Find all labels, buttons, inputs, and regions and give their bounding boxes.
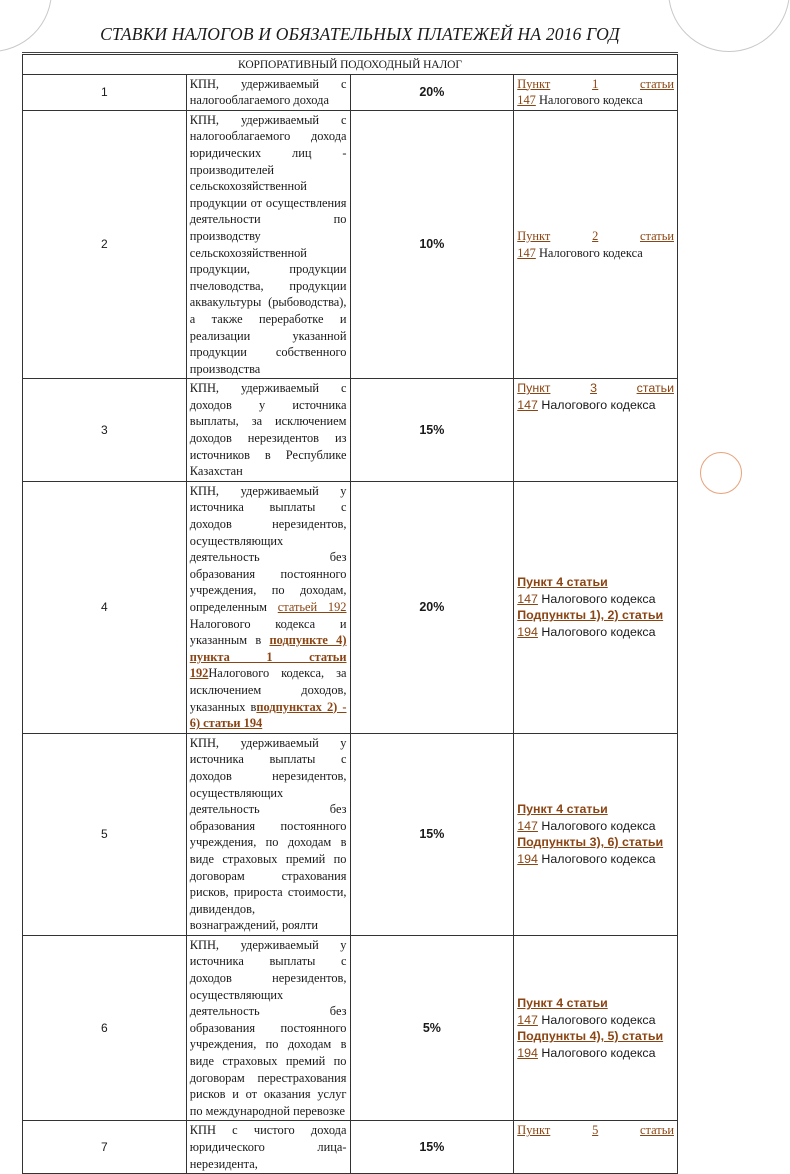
row-rate: 15% [350, 733, 514, 935]
row-reference [514, 74, 678, 110]
description-link[interactable]: подпункте 4) пункта 1 статьи 192 [189, 633, 347, 681]
reference-link[interactable]: 147 [517, 1012, 538, 1027]
section-header: КОРПОРАТИВНЫЙ ПОДОХОДНЫЙ НАЛОГ [23, 55, 678, 75]
reference-text: Налогового кодекса [537, 1012, 656, 1027]
table-row [23, 110, 678, 379]
reference-text: Налогового кодекса [537, 624, 656, 639]
reference-link[interactable]: Пункт 4 статьи [517, 995, 608, 1010]
reference-link[interactable]: 5 [592, 1123, 599, 1138]
reference-link[interactable]: 194 [517, 624, 538, 639]
reference-link[interactable]: Подпункты 4), 5) статьи [517, 1029, 664, 1044]
table-row [23, 1121, 678, 1174]
reference-link[interactable]: 147 [517, 93, 536, 108]
reference-text: Налогового кодекса [537, 591, 656, 606]
row-description: КПН с чистого дохода юридического лица-нерезидента, [186, 1121, 350, 1174]
reference-link[interactable]: Пункт [517, 1123, 551, 1138]
row-reference [514, 110, 678, 379]
reference-text: Налогового кодекса [541, 397, 656, 412]
row-rate: 10% [350, 110, 514, 379]
row-reference [514, 481, 678, 733]
row-rate: 15% [350, 379, 514, 482]
row-reference [514, 935, 678, 1121]
reference-link[interactable]: Подпункты 1), 2) статьи [517, 608, 664, 623]
reference-link[interactable]: 2 [592, 228, 599, 243]
reference-link[interactable]: Подпункты 3), 6) статьи [517, 835, 664, 850]
row-number: 7 [23, 1121, 187, 1174]
row-number: 2 [23, 110, 187, 379]
slide-title: СТАВКИ НАЛОГОВ И ОБЯЗАТЕЛЬНЫХ ПЛАТЕЖЕЙ НА 2016 ГОД [100, 24, 620, 44]
reference-text: Налогового кодекса [537, 1045, 656, 1060]
row-rate: 15% [350, 1121, 514, 1174]
reference-link[interactable]: статьи [640, 228, 674, 243]
row-rate: 20% [350, 481, 514, 733]
row-description: КПН, удерживаемый с налогооблагаемого дохода юридических лиц - производителей сельскохозяйственной продукции от осуществления деятельности по производству сельскохозяйственной продукции, продукции пчеловодства, продукции аквакультуры (рыбоводства), а также переработке и реализации указанной продукции собственного производства [186, 110, 350, 379]
row-reference [514, 1121, 678, 1174]
row-number: 1 [23, 74, 187, 110]
reference-link[interactable]: 194 [517, 1045, 538, 1060]
reference-link[interactable]: 194 [517, 851, 538, 866]
reference-link[interactable]: 147 [517, 397, 538, 412]
reference-link[interactable]: 147 [517, 591, 538, 606]
reference-text: Налогового кодекса [538, 245, 643, 260]
row-rate: 5% [350, 935, 514, 1121]
row-rate: 20% [350, 74, 514, 110]
row-description [186, 481, 350, 733]
reference-text: Налогового кодекса [538, 93, 643, 108]
row-description: КПН, удерживаемый у источника выплаты с доходов нерезидентов, осуществляющих деятельность без образования постоянного учреждения, по доходам в виде страховых премий по договорам страхования рисков, прироста стоимости, дивидендов, вознаграждений, роялти [186, 733, 350, 935]
description-text: Налогового кодекса, за исключением доходов, указанных в [189, 666, 347, 714]
reference-link[interactable]: 1 [592, 76, 599, 91]
description-text: КПН, удерживаемый у источника выплаты с доходов нерезидентов, осуществляющих деятельность без образования постоянного учреждения, по доходам, определенным [189, 483, 347, 614]
row-reference [514, 733, 678, 935]
row-number: 5 [23, 733, 187, 935]
reference-link[interactable]: Пункт [517, 228, 551, 243]
tax-rates-table [22, 54, 678, 1174]
decorative-side-arc [700, 452, 742, 494]
row-description: КПН, удерживаемый с налогооблагаемого дохода [186, 74, 350, 110]
reference-link[interactable]: 147 [517, 245, 536, 260]
row-description: КПН, удерживаемый с доходов у источника выплаты, за исключением доходов нерезидентов из источников в Республике Казахстан [186, 379, 350, 482]
section-header-row [23, 55, 678, 75]
table-row [23, 379, 678, 482]
table-row [23, 935, 678, 1121]
row-number: 4 [23, 481, 187, 733]
reference-text: Налогового кодекса [537, 851, 656, 866]
row-number: 3 [23, 379, 187, 482]
reference-link[interactable]: Пункт [517, 76, 551, 91]
reference-link[interactable]: Пункт [517, 381, 551, 396]
reference-text: Налогового кодекса [537, 818, 656, 833]
row-reference [514, 379, 678, 482]
reference-link[interactable]: статьи [640, 76, 674, 91]
row-description: КПН, удерживаемый у источника выплаты с доходов нерезидентов, осуществляющих деятельность без образования постоянного учреждения, по доходам в виде страховых премий по договорам перестрахования рисков и от оказания услуг по международной перевозке [186, 935, 350, 1121]
table-row [23, 733, 678, 935]
reference-link[interactable]: статьи [636, 381, 674, 396]
row-number: 6 [23, 935, 187, 1121]
reference-link[interactable]: Пункт 4 статьи [517, 802, 608, 817]
description-link[interactable]: статьей 192 [277, 600, 347, 614]
reference-link[interactable]: Пункт 4 статьи [517, 575, 608, 590]
title-divider [22, 52, 678, 53]
description-link[interactable]: подпунктах 2) - 6) статьи 194 [189, 699, 347, 731]
reference-link[interactable]: 147 [517, 818, 538, 833]
description-text: Налогового кодекса и указанным в [189, 616, 347, 648]
reference-link[interactable]: 3 [590, 381, 597, 396]
table-row [23, 481, 678, 733]
reference-link[interactable]: статьи [640, 1123, 674, 1138]
table-row [23, 74, 678, 110]
